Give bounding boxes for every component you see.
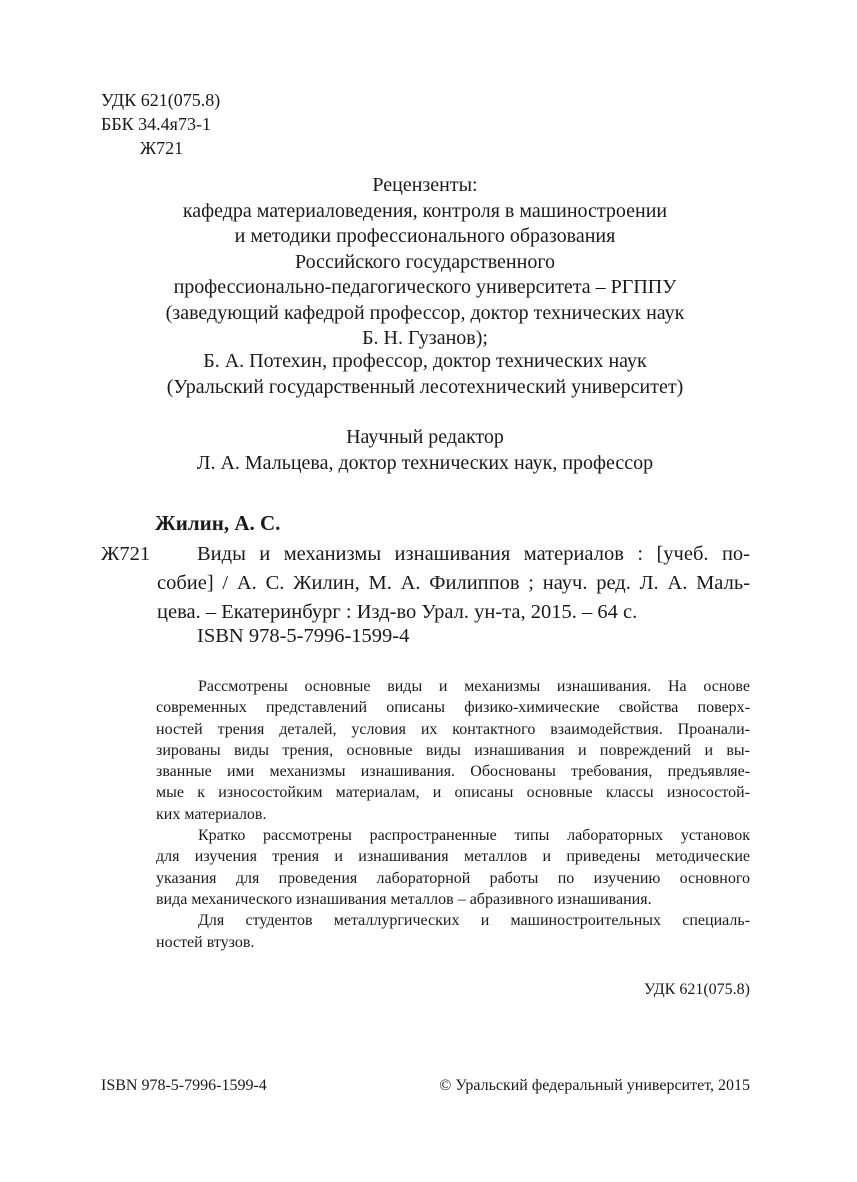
annotation-line: современных представлений описаны физико-химические свойства поверх-	[156, 699, 750, 717]
biblio-author: Жилин, А. С.	[155, 511, 281, 535]
annotation-line: указания для проведения лабораторной работы по изучению основного	[156, 869, 750, 887]
annotation	[156, 676, 750, 953]
reviewers-block	[100, 173, 750, 352]
reviewer-line: (Уральский государственный лесотехнический университет)	[166, 375, 684, 398]
biblio-line: цева. – Екатеринбург : Изд-во Урал. ун-та, 2015. – 64 с.	[157, 601, 638, 623]
annotation-line: Для студентов металлургических и машиностроительных специаль-	[198, 912, 750, 930]
biblio-description	[157, 540, 750, 627]
editor-name: Л. А. Мальцева, доктор технических наук, профессор	[196, 451, 654, 474]
reviewer-line: Б. Н. Гузанов);	[362, 327, 488, 349]
reviewer-line: профессионально-педагогического университета – РГППУ	[173, 276, 677, 298]
reviewer-line: кафедра материаловедения, контроля в машиностроении	[182, 199, 668, 222]
footer-copyright: © Уральский федеральный университет, 2015	[439, 1077, 750, 1094]
author-mark: Ж721	[140, 138, 184, 158]
biblio-isbn: ISBN 978-5-7996-1599-4	[197, 625, 410, 647]
reviewer-line: (заведующий кафедрой профессор, доктор технических наук	[165, 301, 685, 324]
annotation-line: мые к износостойким материалам, и описаны основные классы износостой-	[156, 784, 750, 802]
annotation-line: ких материалов.	[156, 805, 267, 823]
bbk-code: ББК 34.4я73-1	[101, 114, 211, 134]
annotation-line: ностей втузов.	[156, 933, 255, 951]
udk-footer: УДК 621(075.8)	[644, 981, 750, 998]
udk-code: УДК 621(075.8)	[101, 90, 221, 110]
reviewer-line: и методики профессионального образования	[234, 225, 616, 247]
reviewer-line: Б. А. Потехин, профессор, доктор технических наук	[203, 350, 647, 372]
annotation-line: ностей трения деталей, условия их контактного взаимодействия. Проанали-	[156, 720, 750, 738]
second-reviewer-block	[100, 349, 750, 400]
reviewers-heading: Рецензенты:	[372, 174, 478, 196]
annotation-line: вида механического изнашивания металлов – абразивного изнашивания.	[156, 890, 652, 908]
annotation-line: званные ими механизмы изнашивания. Обоснованы требования, предъявляе-	[156, 763, 750, 781]
editor-heading: Научный редактор	[346, 426, 504, 448]
annotation-line: Кратко рассмотрены распространенные типы лабораторных установок	[198, 827, 750, 845]
annotation-line: зированы виды трения, основные виды изнашивания и повреждений и вы-	[156, 741, 750, 759]
reviewer-line: Российского государственного	[294, 250, 556, 273]
biblio-code: Ж721	[101, 543, 151, 565]
editor-block	[100, 425, 750, 476]
biblio-line: собие] / А. С. Жилин, М. А. Филиппов ; науч. ред. Л. А. Маль-	[157, 572, 750, 594]
biblio-line: Виды и механизмы изнашивания материалов : [учеб. по-	[197, 543, 750, 565]
annotation-line: для изучения трения и изнашивания металлов и приведены методические	[156, 848, 750, 866]
footer-isbn: ISBN 978-5-7996-1599-4	[101, 1077, 267, 1094]
annotation-line: Рассмотрены основные виды и механизмы изнашивания. На основе	[198, 678, 750, 695]
